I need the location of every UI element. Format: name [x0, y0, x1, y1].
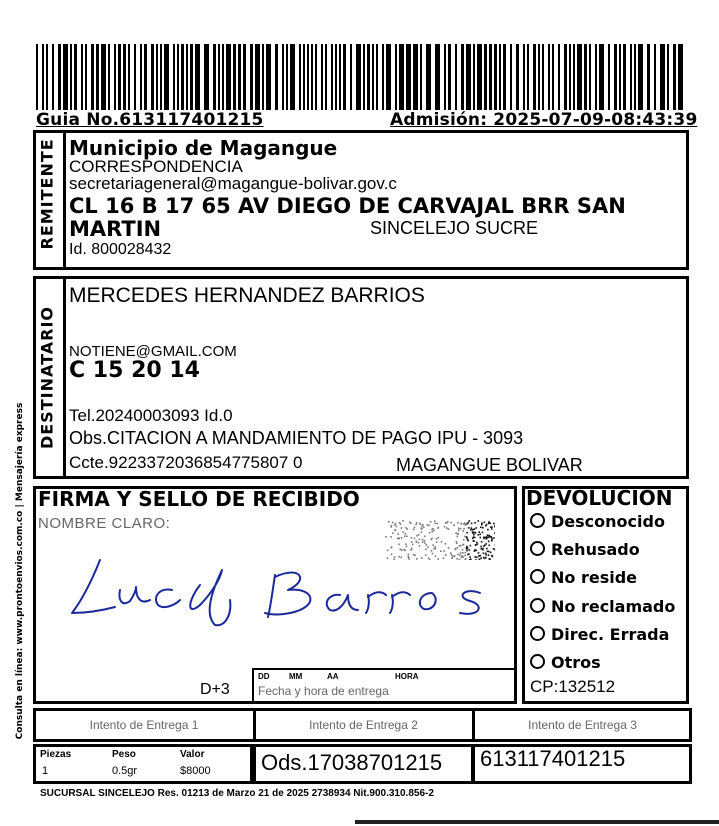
delivery-date-caption: Fecha y hora de entrega: [258, 684, 389, 698]
recipient-label-divider: [63, 276, 66, 479]
signature: [60, 555, 510, 630]
date-label-hora: HORA: [395, 672, 419, 681]
stamp-mark: [385, 520, 495, 560]
sender-type: CORRESPONDENCIA: [69, 157, 243, 176]
pieces-header: Piezas: [40, 749, 72, 760]
recipient-address: C 15 20 14: [69, 358, 200, 383]
pieces-value: 1: [42, 765, 49, 777]
weight-header: Peso: [112, 749, 136, 760]
recipient-city: MAGANGUE BOLIVAR: [396, 455, 583, 475]
postal-code: CP:132512: [530, 677, 616, 696]
date-label-mm: MM: [289, 672, 303, 681]
receipt-name-label: NOMBRE CLARO:: [38, 515, 171, 532]
delivery-days: D+3: [200, 681, 230, 698]
barcode: [36, 44, 686, 110]
return-option-rehusado[interactable]: Rehusado: [530, 540, 640, 559]
weight-value: 0.5gr: [112, 765, 138, 777]
footer-text: SUCURSAL SINCELEJO Res. 01213 de Marzo 21 de 2025 2738934 Nit.900.310.856-2: [40, 788, 434, 799]
return-options: [522, 486, 689, 704]
sender-id: Id. 800028432: [69, 241, 172, 258]
return-option-direc-errada[interactable]: Direc. Errada: [530, 625, 669, 644]
sender-city: SINCELEJO SUCRE: [370, 218, 539, 238]
delivery-attempt-1: Intento de Entrega 1: [89, 718, 199, 732]
guide-number: Guia No.613117401215: [36, 110, 264, 130]
date-label-aa: AA: [327, 672, 339, 681]
sender-email: secretariageneral@magangue-bolivar.gov.c: [69, 174, 397, 193]
return-option-desconocido[interactable]: Desconocido: [530, 512, 665, 531]
delivery-attempt-3: Intento de Entrega 3: [528, 718, 637, 732]
recipient-name: MERCEDES HERNANDEZ BARRIOS: [69, 284, 425, 307]
page-edge-line: [355, 820, 719, 824]
option-circle-icon: [530, 569, 545, 584]
value-header: Valor: [180, 749, 205, 760]
return-option-no-reside[interactable]: No reside: [530, 568, 637, 587]
recipient-ccte: Ccte.9223372036854775807 0: [69, 453, 303, 472]
delivery-attempt-2: Intento de Entrega 2: [309, 718, 418, 732]
amount-value: $8000: [180, 765, 211, 777]
option-circle-icon: [530, 513, 545, 528]
recipient-section-label: DESTINATARIO: [37, 305, 57, 450]
side-website-text: Consulta en línea: www.prontoenvios.com.co | Mensajería express: [15, 402, 25, 740]
return-title: DEVOLUCION: [526, 486, 673, 510]
option-circle-icon: [530, 654, 545, 669]
receipt-title: FIRMA Y SELLO DE RECIBIDO: [38, 487, 360, 511]
recipient-email: NOTIENE@GMAIL.COM: [69, 343, 237, 360]
recipient-obs: Obs.CITACION A MANDAMIENTO DE PAGO IPU - 3093: [69, 428, 524, 448]
option-circle-icon: [530, 541, 545, 556]
return-option-no-reclamado[interactable]: No reclamado: [530, 597, 675, 616]
sender-name: Municipio de Magangue: [69, 136, 338, 160]
sender-address-line2: MARTIN: [69, 217, 162, 241]
recipient-tel: Tel.20240003093 Id.0: [69, 406, 233, 425]
ods-number: Ods.17038701215: [261, 750, 443, 775]
tracking-number: 613117401215: [480, 746, 626, 771]
sender-address-line1: CL 16 B 17 65 AV DIEGO DE CARVAJAL BRR SAN: [69, 194, 626, 218]
sender-label-divider: [63, 130, 66, 270]
option-circle-icon: [530, 598, 545, 613]
sender-section-label: REMITENTE: [37, 138, 57, 250]
date-label-dd: DD: [258, 672, 270, 681]
return-option-otros[interactable]: Otros: [530, 653, 601, 672]
admission-timestamp: Admisión: 2025-07-09-08:43:39: [390, 110, 698, 130]
option-circle-icon: [530, 626, 545, 641]
